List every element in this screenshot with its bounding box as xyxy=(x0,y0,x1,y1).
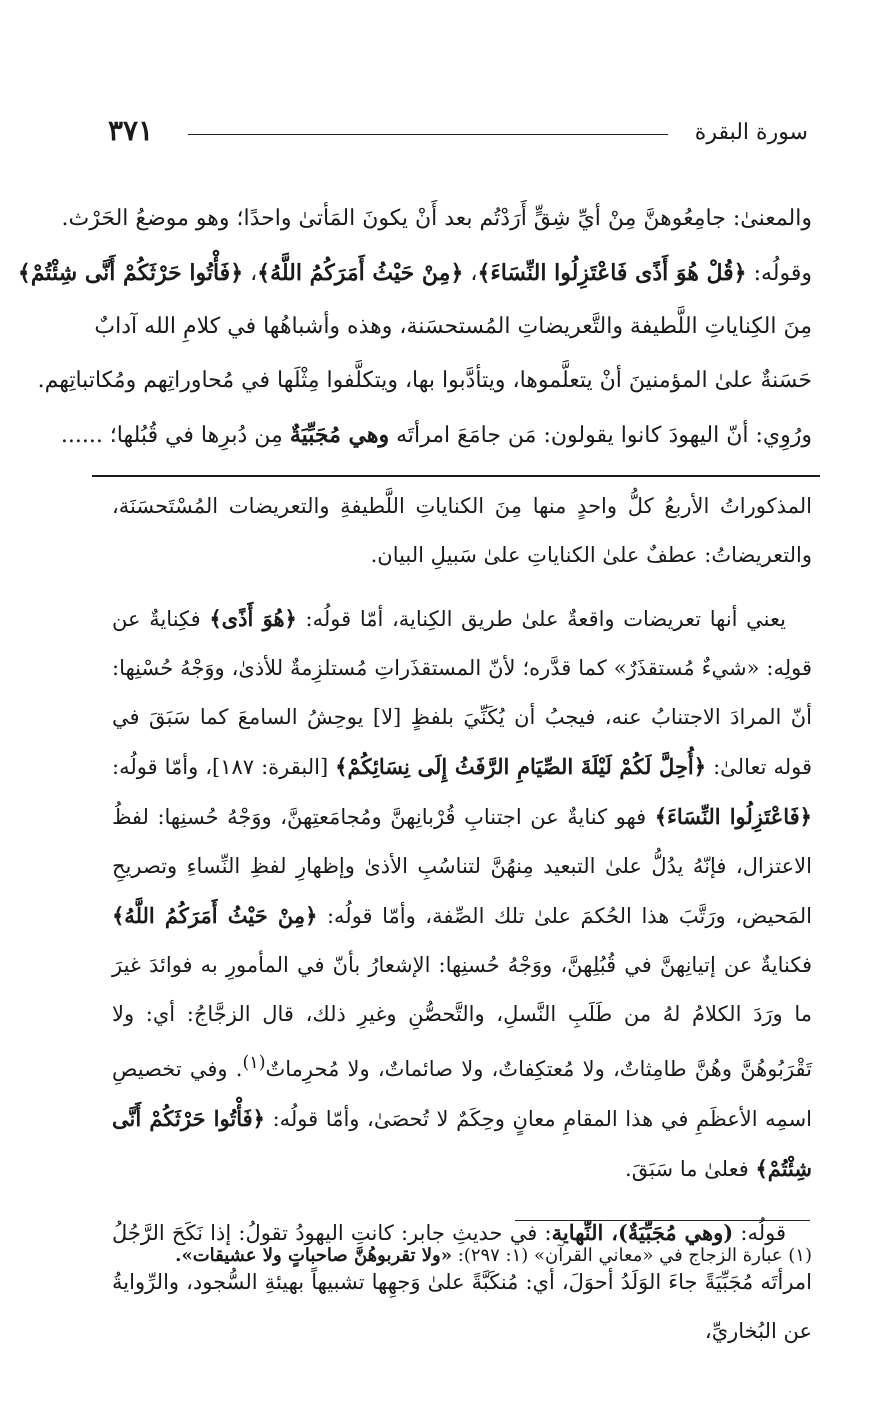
main-line-1: والمعنىٰ: جامِعُوهنَّ مِنْ أيِّ شِقٍّ أَرَدْتُم بعد أَنْ يكونَ المَأتىٰ واحدًا؛ وهو موضعُ الحَرْث. xyxy=(61,206,812,231)
text-run: (١) عبارة الزجاج في «معاني القرآن» (١: ٢٩٧): xyxy=(452,1245,812,1266)
quran-quote: ﴿أُحِلَّ لَكُمْ لَيْلَةَ الصِّيَامِ الرَّفَثُ إِلَى نِسَائِكُمْ﴾ xyxy=(335,754,707,779)
quran-quote: ﴿فَأْتُوا حَرْثَكُمْ أَنَّى شِئْتُمْ﴾ xyxy=(112,1106,812,1181)
commentary-paragraph-1: المذكوراتُ الأربعُ كلُّ واحدٍ منها مِنَ الكناياتِ اللَّطيفةِ والتعريضات المُسْتَحسَنَة، والتعريضاتُ: عطفٌ علىٰ الكناياتِ علىٰ سَبيلِ البيان. xyxy=(112,494,812,567)
text-run: مِن دُبرِها في قُبُلها؛ ...... xyxy=(60,423,290,448)
footnote-rule xyxy=(515,1220,810,1221)
text-run: : في حديثِ جابر: كانتِ اليهودُ تقولُ: إذا نَكَحَ الرَّجُلُ امرأتَه مُجَبِّيَةً جاءَ الوَلَدُ أحوَلَ، أي: مُنكَبَّةً علىٰ وَجهِها تشبيهاً بهيئةِ السُّجود، والرِّوايةُ عن البُخاريِّ، xyxy=(112,1221,812,1343)
quran-quote: ﴿فَأْتُوا حَرْثَكُمْ أَنَّى شِئْتُمْ﴾ xyxy=(17,260,244,286)
main-line-4: حَسَنةٌ علىٰ المؤمنينَ أنْ يتعلَّموها، ويتأدَّبوا بها، ويتكلَّفوا مِثْلَها في مُحاوراتِهم ومُكاتباتِهم. xyxy=(37,368,812,393)
main-line-3: مِنَ الكِناياتِ اللَّطيفة والتَّعريضاتِ المُستحسَنة، وهذه وأشباهُها في كلامِ الله آدابٌ xyxy=(94,314,812,339)
text-run: فكِنايةٌ عن قولِه: «شيءٌ مُستقذَرٌ» كما قدَّره؛ لأنّ المستقذَراتِ مُستلزِمةٌ للأذىٰ، ووَجْهُ حُسْنِها: أنّ المرادَ الاجتنابُ عنه، فيجبُ أن يُكَنِّيَ بلفظٍ [لا] يوحِشُ السامعَ كما سَبَقَ في قوله تعالىٰ: xyxy=(112,607,812,779)
commentary xyxy=(112,482,812,1356)
page-header xyxy=(108,112,808,152)
text-run: ، xyxy=(243,261,258,286)
bold-phrase: وهي مُجَبِّيَةٌ xyxy=(289,422,390,448)
text-run: [البقرة: ١٨٧]، وأمّا قولُه: xyxy=(112,755,336,779)
main-text xyxy=(17,192,812,462)
quran-quote: ﴿مِنْ حَيْثُ أَمَرَكُمُ اللَّهُ﴾ xyxy=(257,260,464,286)
bold-phrase: (وهي مُجَبِّيَةٌ)، النِّهاية xyxy=(551,1220,734,1245)
surah-title: سورة البقرة xyxy=(694,120,808,145)
text-run: قولُه: xyxy=(733,1221,786,1245)
footnote-reference[interactable]: (١) xyxy=(242,1053,266,1073)
text-run: ورُوِي: أنّ اليهودَ كانوا يقولون: مَن جامَعَ امرأتَه xyxy=(389,423,812,448)
header-rule xyxy=(188,134,668,135)
text-run: ، xyxy=(463,261,478,286)
text-run: فهو كنايةٌ عن اجتنابِ قُرْبانِهنَّ ومُجامَعتِهنَّ، ووَجْهُ حُسنِها: لفظُ الاعتزال، فإنّهُ يدُلُّ علىٰ التبعيد مِنهُنَّ لتناسُبِ الأذىٰ وإظهارِ لفظِ النِّساءِ وتصريحِ المَحيض، ورَتَّبَ هذا الحُكمَ علىٰ تلك الصِّفة، وأمّا قولُه: xyxy=(112,805,812,928)
text-run: فعلىٰ ما سَبَقَ. xyxy=(625,1157,756,1181)
text-run: . وفي تخصيصِ اسمِه الأعظَمِ في هذا المقامِ معانٍ وحِكَمٌ لا تُحصَىٰ، وأمّا قولُه: xyxy=(112,1057,812,1131)
main-line-5 xyxy=(60,408,812,462)
main-line-2 xyxy=(17,246,812,300)
footnote xyxy=(112,1236,812,1276)
quran-quote: ﴿فَاعْتَزِلُوا النِّسَاءَ﴾ xyxy=(654,804,812,829)
text-run: يعني أنها تعريضات واقعةٌ علىٰ طريق الكِناية، أمّا قولُه: xyxy=(296,607,786,631)
text-run: وقولُه: xyxy=(746,261,812,286)
quran-quote: ﴿مِنْ حَيْثُ أَمَرَكُمُ اللَّهُ﴾ xyxy=(112,903,318,928)
section-divider xyxy=(92,475,820,477)
text-run: فكنايةٌ عن إتيانِهنَّ في قُبُلِهنَّ، ووَجْهُ حُسنِها: الإشعارُ بأنّ في المأمورِ به فوائدَ غيرَ ما ورَدَ الكلامُ لهُ من طَلَبِ النَّسلِ، والتَّحصُّنِ وغيرِ ذلك، قال الزجَّاجُ: أي: ولا تَقْرَبُوهُنَّ وهُنَّ طامِثاتٌ، ولا مُعتكِفاتٌ، ولا صائماتٌ، ولا مُحرِماتٌ xyxy=(112,953,812,1081)
commentary-paragraph-3 xyxy=(112,1208,812,1356)
commentary-paragraph-2 xyxy=(112,594,812,1194)
quran-quote: ﴿قُلْ هُوَ أَذًى فَاعْتَزِلُوا النِّسَاءَ﴾ xyxy=(477,260,747,286)
quran-quote: ﴿هُوَ أَذًى﴾ xyxy=(209,606,297,631)
page-number: ٣٧١ xyxy=(108,114,154,147)
bold-phrase: «ولا تقربوهُنَّ صاحباتٍ ولا عشيقات». xyxy=(175,1245,452,1266)
